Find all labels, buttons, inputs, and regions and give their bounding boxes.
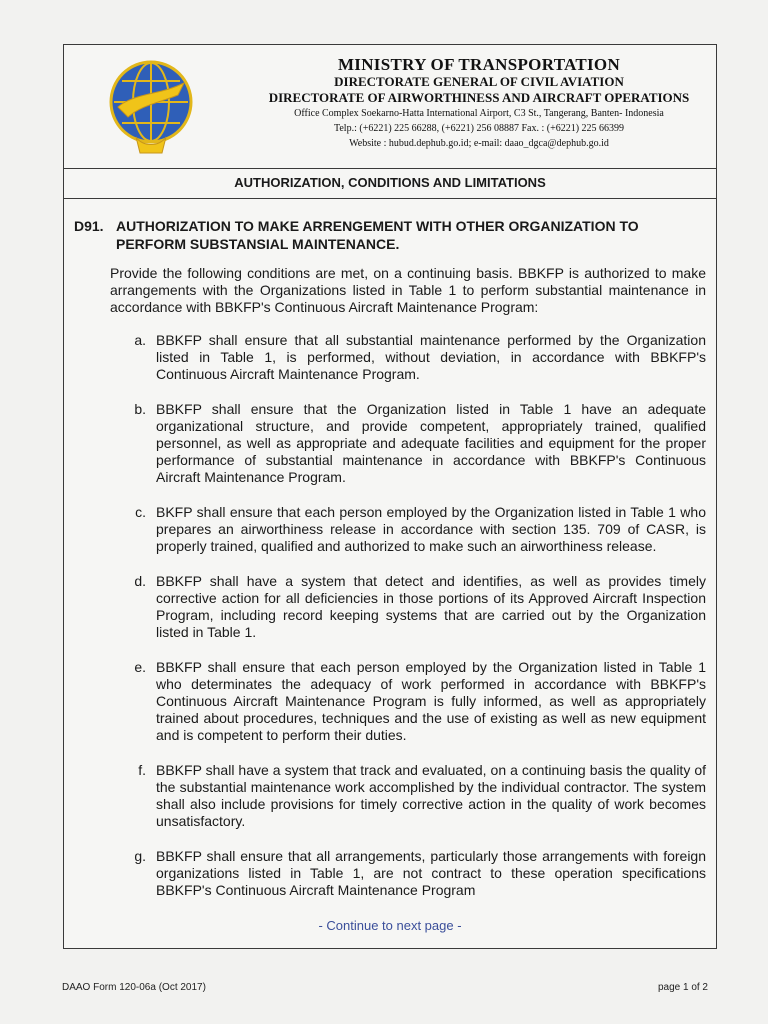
ministry-title: MINISTRY OF TRANSPORTATION [337, 55, 621, 74]
item-label: a. [134, 332, 146, 348]
item-text: BBKFP shall ensure that each person employed by the Organization listed in Table 1 who determinates the adequacy of work performed in accordance with BBKFP's Continuous Aircraft Maintenance Program is fully informed, as well as appropriately trained about procedures, techniques and the use of existing as well as new equipment and is competent to perform their duties. [156, 659, 706, 743]
list-item [110, 332, 706, 383]
contact-phone: Telp.: (+6221) 225 66288, (+6221) 256 08887 Fax. : (+6221) 225 66399 [333, 123, 625, 134]
item-label: e. [134, 659, 146, 675]
list-item [110, 848, 706, 899]
list-item [110, 659, 706, 744]
item-label: c. [135, 504, 146, 520]
list-item [110, 401, 706, 486]
item-label: f. [138, 762, 146, 778]
clause-title: AUTHORIZATION TO MAKE ARRENGEMENT WITH OTHER ORGANIZATION TO PERFORM SUBSTANSIAL MAINTENANCE. [116, 218, 639, 252]
list-item [110, 504, 706, 555]
continue-note: - Continue to next page - [318, 918, 462, 933]
list-item [110, 762, 706, 830]
intro-paragraph: Provide the following conditions are met, on a continuing basis. BBKFP is authorized to make arrangements with the Organizations listed in Table 1 to perform substantial maintenance in accordance with BBKFP's Continuous Aircraft Maintenance Program: [110, 265, 706, 315]
contact-web: Website : hubud.dephub.go.id; e-mail: daao_dgca@dephub.go.id [349, 138, 609, 149]
list-item [110, 573, 706, 641]
directorate-general-title: DIRECTORATE GENERAL OF CIVIL AVIATION [334, 74, 624, 89]
clause-number: D91. [74, 218, 104, 234]
conditions-list [110, 332, 706, 917]
directorate-title: DIRECTORATE OF AIRWORTHINESS AND AIRCRAFT OPERATIONS [268, 90, 690, 105]
letterhead [64, 45, 716, 169]
item-text: BBKFP shall ensure that all arrangements, particularly those arrangements with foreign organizations listed in Table 1, are not contract to these operation specifications BBKFP's Continuous Aircraft Maintenance Program [156, 848, 706, 898]
section-title: AUTHORIZATION, CONDITIONS AND LIMITATIONS [64, 169, 716, 199]
item-text: BKFP shall ensure that each person employed by the Organization listed in Table 1 who prepares an airworthiness release in accordance with section 135. 709 of CASR, is properly trained, qualified and authorized to make such an airworthiness release. [156, 504, 706, 554]
document-frame [63, 44, 717, 949]
item-label: d. [134, 573, 146, 589]
item-text: BBKFP shall have a system that track and evaluated, on a continuing basis the quality of the substantial maintenance work accomplished by the individual contractor. The system shall also include provisions for timely corrective action in the quality of work becomes unsatisfactory. [156, 762, 706, 829]
item-text: BBKFP shall ensure that the Organization listed in Table 1 have an adequate organizational structure, and provide competent, appropriately trained, qualified personnel, as well as appropriate and adequate facilities and equipment for the proper performance of substantial maintenance in accordance with BBKFP's Continuous Aircraft Maintenance Program. [156, 401, 706, 485]
item-text: BBKFP shall ensure that all substantial maintenance performed by the Organization listed in Table 1, is performed, without deviation, in accordance with BBKFP's Continuous Aircraft Maintenance Program. [156, 332, 706, 382]
clause-heading [74, 217, 704, 253]
footer-page-number: page 1 of 2 [657, 982, 708, 993]
item-label: b. [134, 401, 146, 417]
footer-form-id: DAAO Form 120-06a (Oct 2017) [62, 982, 206, 993]
office-address: Office Complex Soekarno-Hatta International Airport, C3 St., Tangerang, Banten- Indonesia [294, 108, 664, 119]
ministry-logo [108, 59, 194, 155]
item-text: BBKFP shall have a system that detect and identifies, as well as provides timely corrective action for all deficiencies in those portions of its Approved Aircraft Inspection Program, including record keeping systems that are carried out by the Organization listed in Table 1. [156, 573, 706, 640]
item-label: g. [134, 848, 146, 864]
letterhead-text [244, 55, 714, 151]
